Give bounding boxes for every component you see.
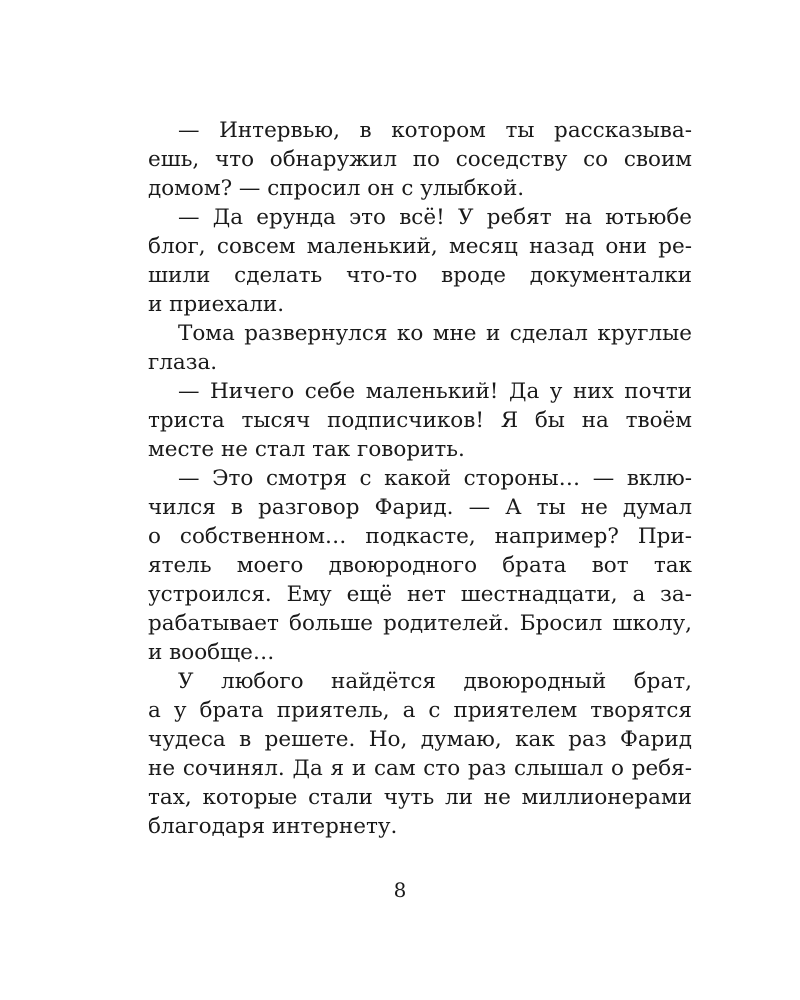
text-line: устроился. Ему ещё нет шестнадцати, а за- (148, 582, 692, 607)
text-line: а у брата приятель, а с приятелем творятся (148, 698, 692, 723)
paragraph (148, 319, 692, 377)
text-line: месте не стал так говорить. (148, 437, 465, 462)
text-line: тах, которые стали чуть ли не миллионерами (148, 785, 692, 810)
text-line: — Ничего себе маленький! Да у них почти (178, 379, 692, 404)
text-line: и вообще… (148, 640, 275, 665)
text-line: шили сделать что-то вроде документалки (148, 263, 692, 288)
text-line: чился в разговор Фарид. — А ты не думал (148, 495, 692, 520)
body-text (148, 116, 692, 841)
text-line: — Да ерунда это всё! У ребят на ютьюбе (178, 205, 692, 230)
page-number: 8 (393, 878, 407, 902)
paragraph (148, 116, 692, 203)
text-line: — Это смотря с какой стороны… — вклю- (178, 466, 692, 491)
text-line: благодаря интернету. (148, 814, 398, 839)
text-line: рабатывает больше родителей. Бросил школу, (148, 611, 692, 636)
text-line: ятель моего двоюродного брата вот так (148, 553, 692, 578)
text-line: У любого найдётся двоюродный брат, (178, 669, 692, 694)
text-line: чудеса в решете. Но, думаю, как раз Фарид (148, 727, 692, 752)
text-line: — Интервью, в котором ты рассказыва- (178, 118, 692, 143)
text-line: ешь, что обнаружил по соседству со своим (148, 147, 692, 172)
text-line: Тома развернулся ко мне и сделал круглые (178, 321, 692, 346)
text-line: блог, совсем маленький, месяц назад они ре- (148, 234, 692, 259)
text-line: триста тысяч подписчиков! Я бы на твоём (148, 408, 692, 433)
text-line: домом? — спросил он с улыбкой. (148, 176, 525, 201)
text-line: о собственном… подкасте, например? При- (148, 524, 692, 549)
paragraph (148, 667, 692, 841)
text-line: и приехали. (148, 292, 285, 317)
paragraph (148, 377, 692, 464)
paragraph (148, 203, 692, 319)
text-line: не сочинял. Да я и сам сто раз слышал о ребя- (148, 756, 692, 781)
text-line: глаза. (148, 350, 218, 375)
paragraph (148, 464, 692, 667)
